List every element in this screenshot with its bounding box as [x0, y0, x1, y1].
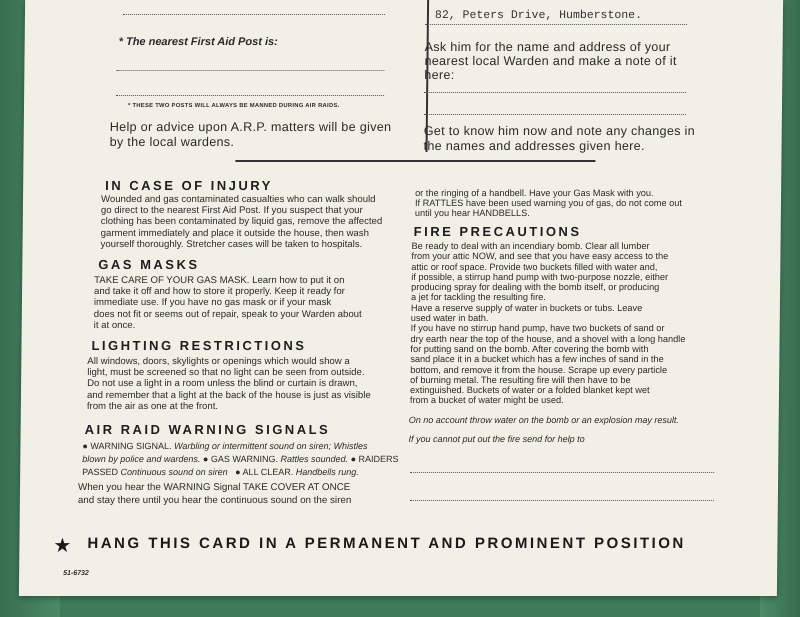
send-for-help: If you cannot put out the fire send for help to: [408, 434, 585, 444]
hang-card-instruction: HANG THIS CARD IN A PERMANENT AND PROMINENT POSITION: [87, 535, 686, 552]
first-aid-label: * The nearest First Aid Post is:: [118, 36, 278, 48]
help-text: Help or advice upon A.R.P. matters will be given by the local wardens.: [109, 120, 392, 149]
lighting-heading: LIGHTING RESTRICTIONS: [91, 338, 307, 353]
fire-heading: FIRE PRECAUTIONS: [413, 224, 582, 239]
ask-warden-text: Ask him for the name and address of your nearest local Warden and make a note of it here:: [424, 40, 677, 82]
horizontal-divider: [235, 160, 595, 162]
arp-card: [19, 0, 783, 596]
take-cover-text: When you hear the WARNING Signal TAKE COVER AT ONCE and stay there until you hear the continuous sound on the siren: [77, 482, 352, 506]
dotted-line: [116, 95, 384, 96]
dotted-line: [410, 472, 714, 473]
air-raid-signals: ● WARNING SIGNAL. Warbling or intermittent sound on siren; Whistles blown by police and wardens. ● GAS WARNING. Rattles sounded. ● RAIDERS PASSED Continuous sound on siren ● ALL CLEAR. Handbells rung.: [82, 441, 399, 477]
star-icon: ★: [53, 535, 72, 557]
injury-text: Wounded and gas contaminated casualties who can walk should go direct to the nearest First Aid Post. If you suspect that your clothing has been contaminated by liquid gas, remove the affected garment immediately and place it outside the house, then wash yourself thoroughly. Stretcher cases will be taken to hospitals.: [100, 194, 383, 250]
no-water-warning: On no account throw water on the bomb or an explosion may result.: [408, 415, 679, 425]
dotted-line: [116, 70, 384, 71]
handbell-continuation: or the ringing of a handbell. Have your Gas Mask with you. If RATTLES have been used warning you of gas, do not come out until you hear HANDBELLS.: [414, 188, 682, 219]
dotted-line: [425, 24, 687, 25]
dotted-line: [424, 92, 686, 93]
dotted-line: [424, 114, 686, 115]
gas-masks-text: TAKE CARE OF YOUR GAS MASK. Learn how to put it on and take it off and how to store it properly. Keep it ready for immediate use. If you have no gas mask or if your mask does not fit or seems out of repair, speak to your Warden about it at once.: [93, 275, 362, 331]
air-raid-heading: AIR RAID WARNING SIGNALS: [84, 422, 331, 437]
lighting-text: All windows, doors, skylights or openings which would show a light, must be screened so that no light can be seen from outside. Do not use a light in a room unless the blind or curtain is drawn, and remember that a light at the back of the house is just as visible from the air as one at the front.: [86, 356, 371, 412]
posts-note: * THESE TWO POSTS WILL ALWAYS BE MANNED DURING AIR RAIDS.: [127, 103, 340, 109]
address-entry: 82, Peters Drive, Humberstone.: [434, 9, 643, 22]
print-code: 51-6732: [63, 570, 89, 577]
injury-heading: IN CASE OF INJURY: [105, 178, 273, 193]
dotted-line: [410, 500, 714, 501]
fire-text: Be ready to deal with an incendiary bomb. Clear all lumber from your attic NOW, and see that you have easy access to the attic or roof space. Provide two buckets filled with water and, if possible, a stirrup hand pump with two-purpose nozzle, either producing spray for dealing with the bomb itself, or producing a jet for tackling the resulting fire. Have a reserve supply of water in buckets or tubs. Leave used water in bath. If you have no stirrup hand pump, have two buckets of sand or dry earth near the top of the house, and a shovel with a long handle for putting sand on the bomb. After covering the bomb with sand place it in a bucket which has a few inches of sand in the bottom, and remove it from the house. Scrape up every particle of burning metal. The resulting fire will then have to be extinguished. Buckets of water or a folded blanket kept wet from a bucket of water might be used.: [409, 241, 686, 406]
dotted-line: [123, 14, 385, 15]
know-warden-text: Get to know him now and note any changes in the names and addresses given here.: [423, 124, 696, 153]
gas-masks-heading: GAS MASKS: [98, 257, 200, 272]
